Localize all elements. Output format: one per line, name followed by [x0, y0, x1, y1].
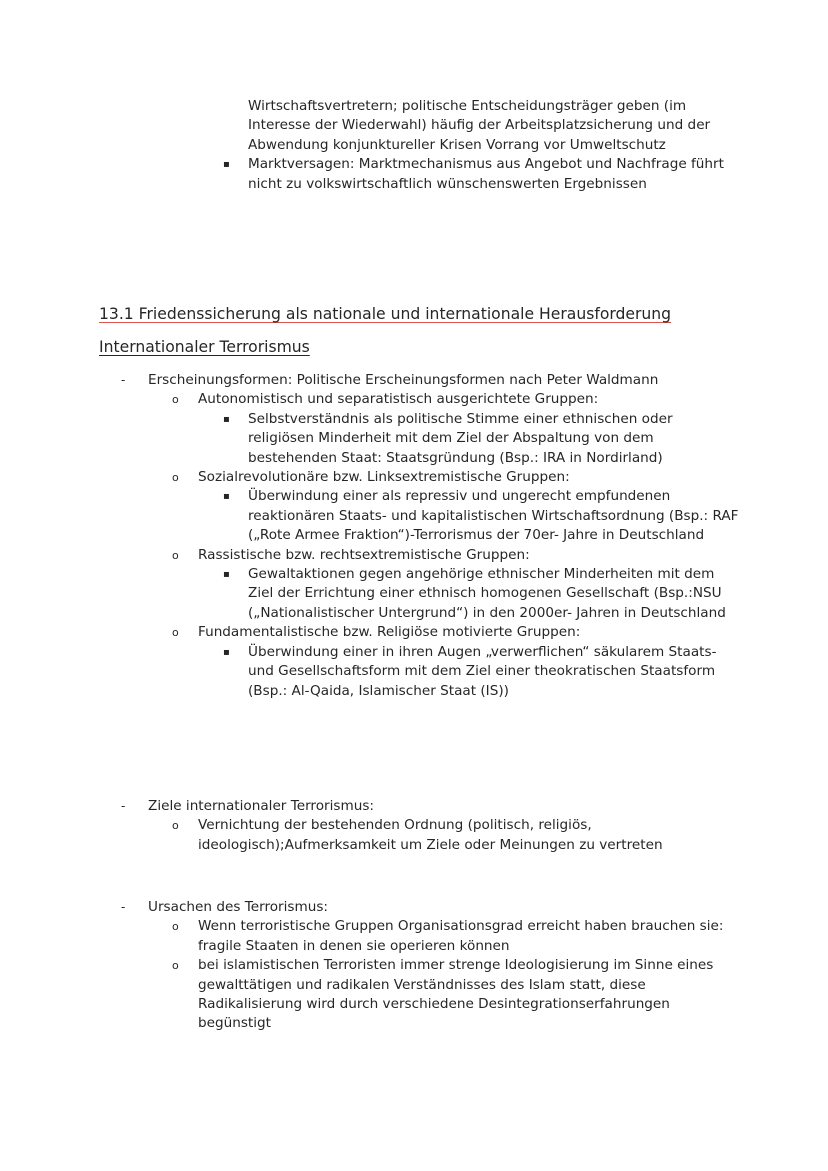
list-item — [99, 565, 739, 623]
square-bullet-icon: ▪ — [223, 159, 230, 171]
circle-bullet-icon: o — [172, 393, 179, 407]
intro-text: Marktversagen: Marktmechanismus aus Angebot und Nachfrage führt nicht zu volkswirtschaftlich wünschenswerten Ergebnissen — [248, 156, 724, 192]
dash-bullet-icon: - — [121, 900, 126, 914]
intro-list — [99, 97, 739, 194]
circle-bullet-icon: o — [172, 548, 179, 562]
dash-bullet-icon: - — [121, 799, 126, 813]
goals-list — [99, 797, 739, 855]
group-name: Rassistische bzw. rechtsextremistische Gruppen: — [198, 546, 530, 563]
section-title: 13.1 Friedenssicherung als nationale und internationale Herausforderung — [99, 305, 672, 323]
square-bullet-icon: ▪ — [223, 413, 230, 425]
circle-bullet-icon: o — [172, 626, 179, 640]
causes-list — [99, 898, 739, 1034]
group-detail: Überwindung einer als repressiv und ungerecht empfundenen reaktionären Staats- und kapitalistischen Wirtschaftsordnung (Bsp.: RAF („Rote Armee Fraktion“)-Terrorismus der 70er- Jahre in Deutschland — [248, 488, 739, 544]
list-item — [99, 390, 739, 409]
square-bullet-icon: ▪ — [223, 491, 230, 503]
list-item — [99, 97, 739, 155]
circle-bullet-icon: o — [172, 471, 179, 485]
section-subtitle: Internationaler Terrorismus — [99, 338, 310, 356]
list-item — [99, 956, 739, 1034]
list-item — [99, 898, 739, 917]
goals-label: Ziele internationaler Terrorismus: — [148, 798, 374, 814]
square-bullet-icon: ▪ — [223, 569, 230, 581]
circle-bullet-icon: o — [172, 920, 179, 934]
list-item — [99, 797, 739, 816]
list-item — [99, 371, 739, 390]
list-item — [99, 816, 739, 855]
list-item — [99, 468, 739, 487]
square-bullet-icon: ▪ — [223, 646, 230, 658]
group-detail: Überwindung einer in ihren Augen „verwerflichen“ säkularem Staats- und Gesellschaftsform mit dem Ziel einer theokratischen Staatsform (Bsp.: Al-Qaida, Islamischer Staat (IS)) — [248, 643, 717, 699]
list-item — [99, 155, 739, 194]
dash-bullet-icon: - — [121, 373, 126, 387]
group-detail: Gewaltaktionen gegen angehörige ethnischer Minderheiten mit dem Ziel der Errichtung einer ethnisch homogenen Gesellschaft (Bsp.:NSU („Nationalistischer Untergrund“) in den 2000er- Jahren in Deutschland — [248, 566, 726, 621]
list-item — [99, 546, 739, 565]
causes-label: Ursachen des Terrorismus: — [148, 899, 329, 915]
group-name: Autonomistisch und separatistisch ausgerichtete Gruppen: — [198, 391, 599, 408]
list-item — [99, 487, 739, 545]
forms-list — [99, 371, 739, 701]
list-item — [99, 623, 739, 642]
list-item — [99, 643, 739, 701]
intro-text: Wirtschaftsvertretern; politische Entscheidungsträger geben (im Interesse der Wiederwahl) häufig der Arbeitsplatzsicherung und der Abwendung konjunktureller Krisen Vorrang vor Umweltschutz — [248, 98, 711, 153]
forms-label: Erscheinungsformen: Politische Erscheinungsformen nach Peter Waldmann — [148, 372, 659, 388]
group-detail: Selbstverständnis als politische Stimme einer ethnischen oder religiösen Minderheit mit dem Ziel der Abspaltung von dem bestehenden Staat: Staatsgründung (Bsp.: IRA in Nordirland) — [248, 410, 673, 466]
cause-text: bei islamistischen Terroristen immer strenge Ideologisierung im Sinne eines gewalttätigen und radikalen Verständnisses des Islam statt, diese Radikalisierung wird durch verschiedene Desintegrationserfahrungen begünstigt — [198, 957, 714, 1032]
list-item — [99, 410, 739, 468]
cause-text: Wenn terroristische Gruppen Organisationsgrad erreicht haben brauchen sie: fragile Staaten in denen sie operieren können — [198, 918, 724, 954]
group-name: Sozialrevolutionäre bzw. Linksextremistische Gruppen: — [198, 469, 570, 486]
circle-bullet-icon: o — [172, 959, 179, 973]
circle-bullet-icon: o — [172, 819, 179, 833]
list-item — [99, 917, 739, 956]
group-name: Fundamentalistische bzw. Religiöse motivierte Gruppen: — [198, 624, 581, 641]
goal-text: Vernichtung der bestehenden Ordnung (politisch, religiös, ideologisch);Aufmerksamkeit um Ziele oder Meinungen zu vertreten — [198, 817, 663, 853]
